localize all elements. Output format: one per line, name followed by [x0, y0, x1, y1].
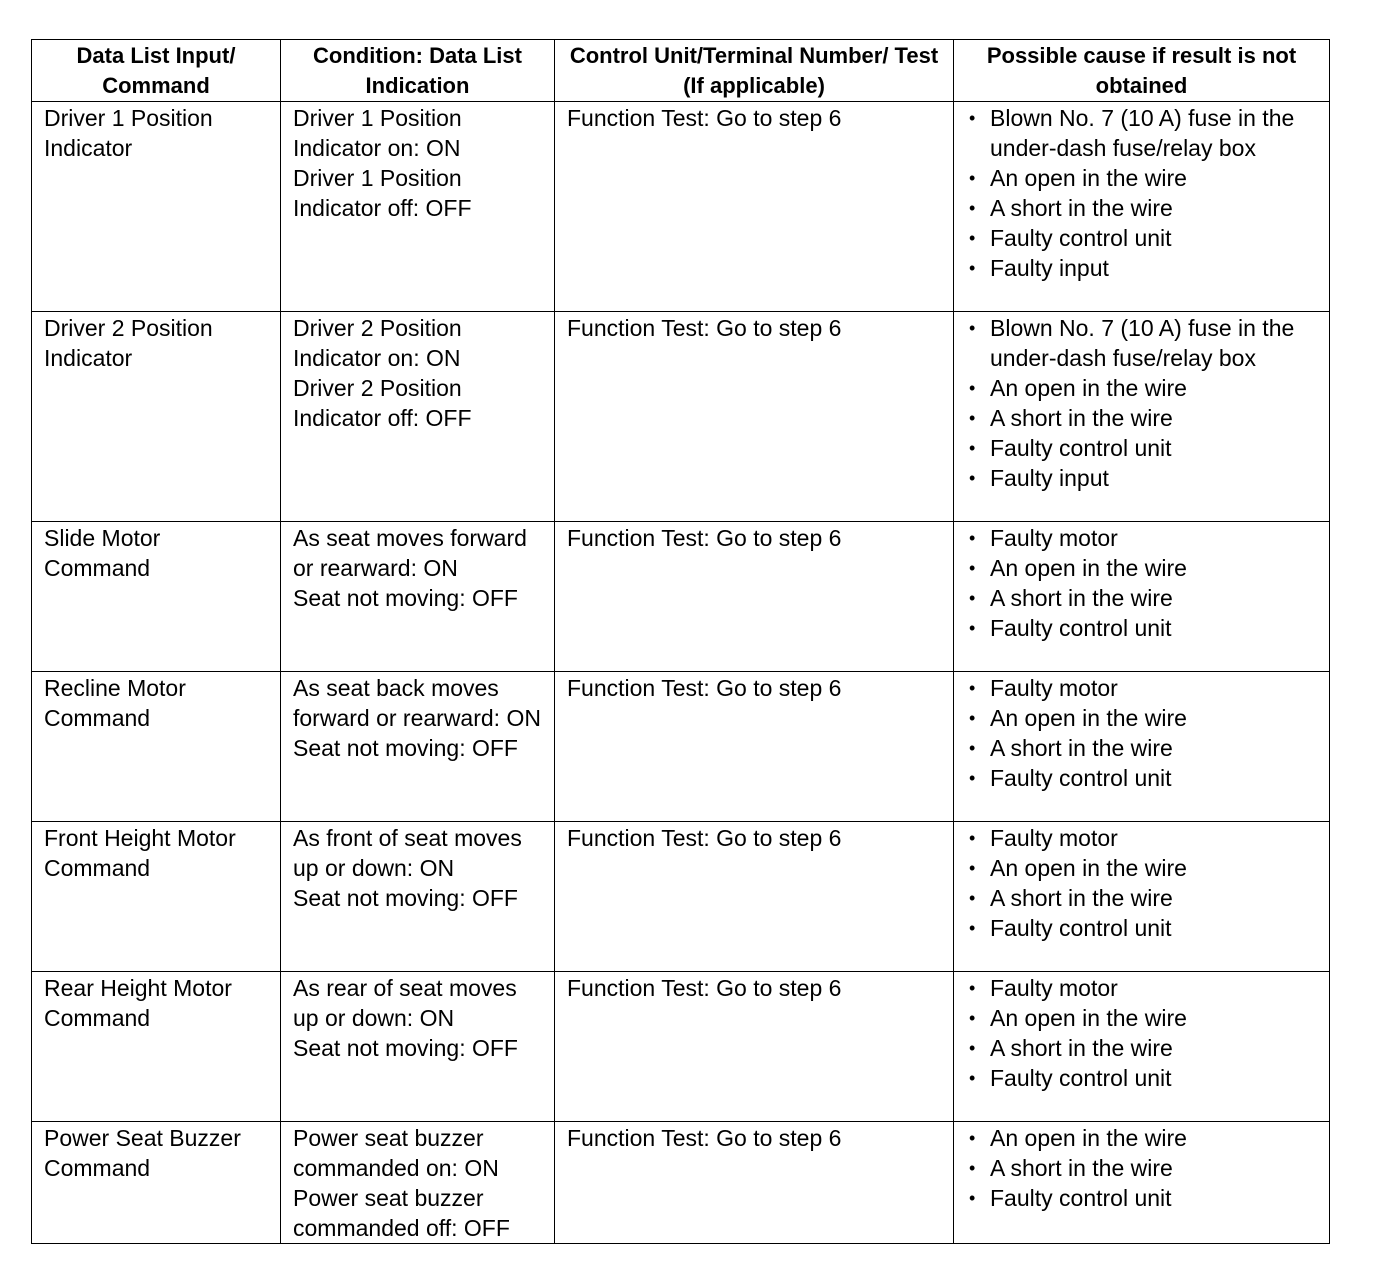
bullet-icon: •	[969, 828, 976, 848]
list-item: • Blown No. 7 (10 A) fuse in the under-dash fuse/relay box	[969, 315, 1295, 371]
list-item: • A short in the wire	[969, 885, 1173, 911]
test-cell: Function Test: Go to step 6	[555, 312, 954, 522]
bullet-icon: •	[969, 108, 976, 128]
bullet-icon: •	[969, 378, 976, 398]
list-item: • An open in the wire	[969, 165, 1187, 191]
bullet-icon: •	[969, 318, 976, 338]
header-causes: Possible cause if result is not obtained	[954, 40, 1330, 102]
condition-line: Power seat buzzer commanded off: OFF	[293, 1185, 510, 1241]
header-row	[32, 40, 1330, 102]
table-row	[32, 972, 1330, 1122]
causes-list	[966, 313, 1319, 493]
list-item: • An open in the wire	[969, 705, 1187, 731]
list-item: • Faulty control unit	[969, 1185, 1172, 1211]
header-input: Data List Input/ Command	[32, 40, 281, 102]
condition-cell	[281, 672, 555, 822]
bullet-icon: •	[969, 528, 976, 548]
bullet-icon: •	[969, 618, 976, 638]
condition-line: As seat moves forward or rearward: ON	[293, 525, 527, 581]
input-cell: Recline Motor Command	[32, 672, 281, 822]
test-cell: Function Test: Go to step 6	[555, 822, 954, 972]
list-item: • An open in the wire	[969, 1125, 1187, 1151]
header-test: Control Unit/Terminal Number/ Test (If applicable)	[555, 40, 954, 102]
condition-line: As seat back moves forward or rearward: ON	[293, 675, 541, 731]
list-item: • Faulty motor	[969, 825, 1118, 851]
bullet-icon: •	[969, 888, 976, 908]
condition-line: Driver 1 Position Indicator on: ON	[293, 105, 462, 161]
causes-cell	[954, 1122, 1330, 1244]
bullet-icon: •	[969, 558, 976, 578]
bullet-icon: •	[969, 918, 976, 938]
test-cell: Function Test: Go to step 6	[555, 102, 954, 312]
list-item: • Faulty input	[969, 255, 1109, 281]
table-row	[32, 1122, 1330, 1244]
header-condition: Condition: Data List Indication	[281, 40, 555, 102]
test-cell: Function Test: Go to step 6	[555, 972, 954, 1122]
table-row	[32, 312, 1330, 522]
list-item: • A short in the wire	[969, 405, 1173, 431]
bullet-icon: •	[969, 678, 976, 698]
bullet-icon: •	[969, 858, 976, 878]
list-item: • A short in the wire	[969, 195, 1173, 221]
list-item: • Faulty control unit	[969, 1065, 1172, 1091]
condition-cell	[281, 312, 555, 522]
causes-list	[966, 823, 1319, 943]
input-cell: Power Seat Buzzer Command	[32, 1122, 281, 1244]
list-item: • Faulty motor	[969, 675, 1118, 701]
test-cell: Function Test: Go to step 6	[555, 1122, 954, 1244]
bullet-icon: •	[969, 198, 976, 218]
condition-line: As front of seat moves up or down: ON	[293, 825, 522, 881]
condition-line: Driver 1 Position Indicator off: OFF	[293, 165, 472, 221]
bullet-icon: •	[969, 588, 976, 608]
condition-line: Seat not moving: OFF	[293, 885, 518, 911]
input-cell: Rear Height Motor Command	[32, 972, 281, 1122]
input-cell: Driver 1 Position Indicator	[32, 102, 281, 312]
bullet-icon: •	[969, 1068, 976, 1088]
condition-cell	[281, 522, 555, 672]
causes-list	[966, 1123, 1319, 1213]
condition-line: Seat not moving: OFF	[293, 1035, 518, 1061]
causes-list	[966, 673, 1319, 793]
condition-line: Driver 2 Position Indicator off: OFF	[293, 375, 472, 431]
causes-cell	[954, 972, 1330, 1122]
table-row	[32, 672, 1330, 822]
list-item: • Faulty motor	[969, 975, 1118, 1001]
bullet-icon: •	[969, 738, 976, 758]
bullet-icon: •	[969, 768, 976, 788]
bullet-icon: •	[969, 1008, 976, 1028]
causes-list	[966, 973, 1319, 1093]
list-item: • An open in the wire	[969, 375, 1187, 401]
condition-cell	[281, 102, 555, 312]
list-item: • Faulty control unit	[969, 915, 1172, 941]
list-item: • A short in the wire	[969, 585, 1173, 611]
bullet-icon: •	[969, 408, 976, 428]
test-cell: Function Test: Go to step 6	[555, 672, 954, 822]
bullet-icon: •	[969, 708, 976, 728]
condition-cell	[281, 1122, 555, 1244]
list-item: • An open in the wire	[969, 1005, 1187, 1031]
list-item: • Faulty motor	[969, 525, 1118, 551]
bullet-icon: •	[969, 1128, 976, 1148]
list-item: • A short in the wire	[969, 1155, 1173, 1181]
causes-list	[966, 103, 1319, 283]
bullet-icon: •	[969, 228, 976, 248]
bullet-icon: •	[969, 1158, 976, 1178]
condition-cell	[281, 972, 555, 1122]
condition-line: Driver 2 Position Indicator on: ON	[293, 315, 462, 371]
condition-line: Seat not moving: OFF	[293, 585, 518, 611]
bullet-icon: •	[969, 978, 976, 998]
causes-cell	[954, 822, 1330, 972]
causes-cell	[954, 522, 1330, 672]
bullet-icon: •	[969, 168, 976, 188]
list-item: • Faulty input	[969, 465, 1109, 491]
condition-line: As rear of seat moves up or down: ON	[293, 975, 517, 1031]
table-row	[32, 522, 1330, 672]
bullet-icon: •	[969, 258, 976, 278]
list-item: • A short in the wire	[969, 1035, 1173, 1061]
condition-line: Power seat buzzer commanded on: ON	[293, 1125, 499, 1181]
list-item: • Faulty control unit	[969, 765, 1172, 791]
list-item: • Faulty control unit	[969, 615, 1172, 641]
diagnostic-table	[31, 39, 1330, 1244]
input-cell: Slide Motor Command	[32, 522, 281, 672]
condition-cell	[281, 822, 555, 972]
input-cell: Driver 2 Position Indicator	[32, 312, 281, 522]
condition-line: Seat not moving: OFF	[293, 735, 518, 761]
list-item: • An open in the wire	[969, 555, 1187, 581]
test-cell: Function Test: Go to step 6	[555, 522, 954, 672]
list-item: • Blown No. 7 (10 A) fuse in the under-dash fuse/relay box	[969, 105, 1295, 161]
list-item: • Faulty control unit	[969, 225, 1172, 251]
causes-cell	[954, 102, 1330, 312]
table-row	[32, 102, 1330, 312]
list-item: • Faulty control unit	[969, 435, 1172, 461]
table-row	[32, 822, 1330, 972]
bullet-icon: •	[969, 1188, 976, 1208]
causes-cell	[954, 672, 1330, 822]
input-cell: Front Height Motor Command	[32, 822, 281, 972]
list-item: • A short in the wire	[969, 735, 1173, 761]
causes-list	[966, 523, 1319, 643]
causes-cell	[954, 312, 1330, 522]
bullet-icon: •	[969, 438, 976, 458]
bullet-icon: •	[969, 1038, 976, 1058]
bullet-icon: •	[969, 468, 976, 488]
list-item: • An open in the wire	[969, 855, 1187, 881]
